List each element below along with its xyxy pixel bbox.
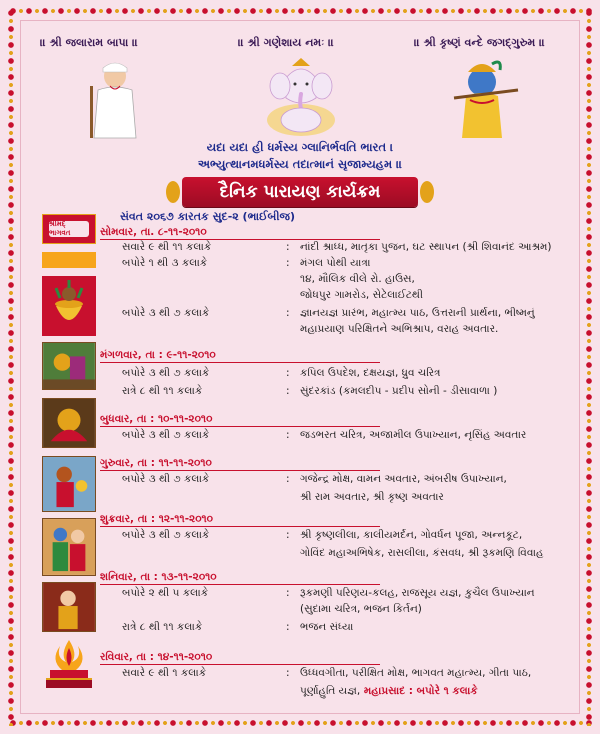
day-heading-rule [100, 526, 380, 527]
day-heading: શુક્રવાર, તા : ૧૨-૧૧-૨૦૧૦ [100, 513, 214, 525]
floral-border-top [8, 6, 592, 16]
row-text: જ્ઞાનયજ્ઞ પ્રારંભ, મહાત્મ્ય પાઠ, ઉત્તરાની પ્રાર્થના, ભીષ્મનું [300, 307, 535, 319]
row-text: સુંદરકાંડ (કમલદીપ - પ્રદીપ સોની - ડીસાવાળા ) [300, 385, 498, 397]
day-heading: શનિવાર, તા : ૧૩-૧૧-૨૦૧૦ [100, 571, 217, 583]
row-time: બપોરે ૩ થી ૭ કલાકે [122, 529, 210, 541]
row-text: કપિલ ઉપદેશ, દક્ષયજ્ઞ, ધ્રુવ ચરિત્ર [300, 367, 441, 379]
book-stand-image [42, 252, 96, 268]
row-text: ઉધ્ધવગીતા, પરીક્ષિત મોક્ષ, ભાગવત મહાત્મ્ય, ગીતા પાઠ, [300, 667, 532, 679]
day-heading: સોમવાર, તા. ૮-૧૧-૨૦૧૦ [100, 226, 207, 238]
saturday-image [42, 582, 96, 632]
krishna-image [440, 56, 530, 140]
thursday-image [42, 456, 96, 512]
day-heading-rule [100, 470, 380, 471]
kalash-image [42, 276, 96, 336]
floral-border-left [6, 8, 16, 726]
row-time: રાત્રે ૮ થી ૧૧ કલાકે [122, 621, 203, 633]
day-heading-rule [100, 239, 380, 240]
samvat-date: સંવત ૨૦૬૭ કારતક સુદ-૨ (ભાઈબીજ) [120, 210, 295, 223]
row-time: બપોરે ૩ થી ૭ કલાકે [122, 473, 210, 485]
ganesha-image [256, 58, 346, 142]
havan-kund-image [42, 634, 96, 692]
row-text: મંગલ પોથી યાત્રા [300, 257, 371, 269]
invocation-center: ॥ શ્રી ગણેશાય નમઃ ॥ [238, 36, 334, 49]
row-colon: : [286, 667, 290, 679]
row-time: રાત્રે ૮ થી ૧૧ કલાકે [122, 385, 203, 397]
row-colon: : [286, 307, 290, 319]
row-time: સવારે ૯ થી ૧ કલાકે [122, 667, 207, 679]
jalaram-bapa-image [70, 56, 160, 140]
floral-border-bottom [8, 718, 592, 728]
row-colon: : [286, 241, 290, 253]
day-heading: ગુરુવાર, તા : ૧૧-૧૧-૨૦૧૦ [100, 457, 212, 469]
row-colon: : [286, 367, 290, 379]
shloka-line-2: અભ્યુત્થાનમધર્મસ્ય તદાત્માનં સૃજામ્યહમ ॥ [197, 157, 403, 171]
row-text: નાંદી શ્રાધ્ધ, માતૃકા પુજન, ઘટ સ્થાપન (શ્રી શિવાનંદ આશ્રમ) [300, 241, 552, 253]
invocation-right: ॥ શ્રી કૃષ્ણં વન્દે જગદ્ગુરુમ ॥ [414, 36, 545, 49]
row-text: ગજેન્દ્ર મોક્ષ, વામન અવતાર, અંબરીષ ઉપાખ્યાન, [300, 473, 507, 485]
floral-border-right [584, 8, 594, 726]
row-text: રૂકમણી પરિણય-કલહ, રાજસૂય યજ્ઞ, કુચૈલ ઉપાખ્યાન [300, 587, 535, 599]
tuesday-image [42, 342, 96, 390]
row-time: બપોરે ૩ થી ૭ કલાકે [122, 429, 210, 441]
row-colon: : [286, 621, 290, 633]
day-heading-rule [100, 426, 380, 427]
row-colon: : [286, 257, 290, 269]
invocation-left: ॥ શ્રી જલારામ બાપા ॥ [40, 36, 138, 49]
mahaprasad-highlight: મહાપ્રસાદ : બપોરે ૧ કલાકે [360, 685, 478, 697]
row-text: ૧૪, મૌલિક વીલે રો. હાઉસ, [300, 273, 415, 285]
row-text: શ્રી રામ અવતાર, શ્રી કૃષ્ણ અવતાર [300, 491, 444, 503]
shloka-line-1: યદા યદા હી ધર્મસ્ય ગ્લાનિર્ભવતિ ભારત । [206, 140, 394, 154]
row-text: મહાપ્રયાણ પરિક્ષિતને અભિશ્રાપ, વરાહ અવતાર. [300, 323, 499, 335]
row-text: પૂર્ણાહુતિ યજ્ઞ, મહાપ્રસાદ : બપોરે ૧ કલાકે [300, 685, 478, 697]
row-time: બપોરે ૨ થી ૫ કલાકે [122, 587, 209, 599]
row-time: બપોરે ૩ થી ૭ કલાકે [122, 367, 210, 379]
row-text: ગોવિંદ મહાઅભિષેક, રાસલીલા, કંસવધ, શ્રી રૂકમણિ વિવાહ [300, 547, 544, 559]
day-heading-rule [100, 584, 380, 585]
row-colon: : [286, 587, 290, 599]
day-heading: રવિવાર, તા : ૧૪-૧૧-૨૦૧૦ [100, 651, 213, 663]
day-heading-rule [100, 664, 380, 665]
row-time: બપોરે ૩ થી ૭ કલાકે [122, 307, 210, 319]
row-text: જોધપુર ગામરોડ, સેટેલાઈટથી [300, 289, 423, 301]
bhagavat-book-image [42, 214, 96, 244]
program-title: દૈનિક પારાયણ કાર્યક્રમ [182, 177, 418, 207]
row-text: જડભરત ચરિત્ર, અજામીલ ઉપાખ્યાન, નૃસિંહ અવતાર [300, 429, 527, 441]
row-colon: : [286, 473, 290, 485]
bhagavat-book-label: શ્રીમદ્ ભાગવત [49, 221, 89, 237]
row-colon: : [286, 529, 290, 541]
day-heading-rule [100, 362, 380, 363]
wednesday-image [42, 398, 96, 448]
day-heading: બુધવાર, તા : ૧૦-૧૧-૨૦૧૦ [100, 413, 213, 425]
day-heading: મંગળવાર, તા : ૯-૧૧-૨૦૧૦ [100, 349, 216, 361]
row-text: શ્રી કૃષ્ણલીલા, કાલીયમર્દન, ગોવર્ધન પૂજા, અન્નકૂટ, [300, 529, 523, 541]
row-text: ભજન સંધ્યા [300, 621, 354, 633]
row-time: બપોરે ૧ થી ૩ કલાકે [122, 257, 208, 269]
friday-image [42, 518, 96, 576]
row-text: (સુદામા ચરિત્ર, ભજન કિર્તન) [300, 603, 422, 615]
row-colon: : [286, 385, 290, 397]
row-colon: : [286, 429, 290, 441]
row-time: સવારે ૯ થી ૧૧ કલાકે [122, 241, 212, 253]
